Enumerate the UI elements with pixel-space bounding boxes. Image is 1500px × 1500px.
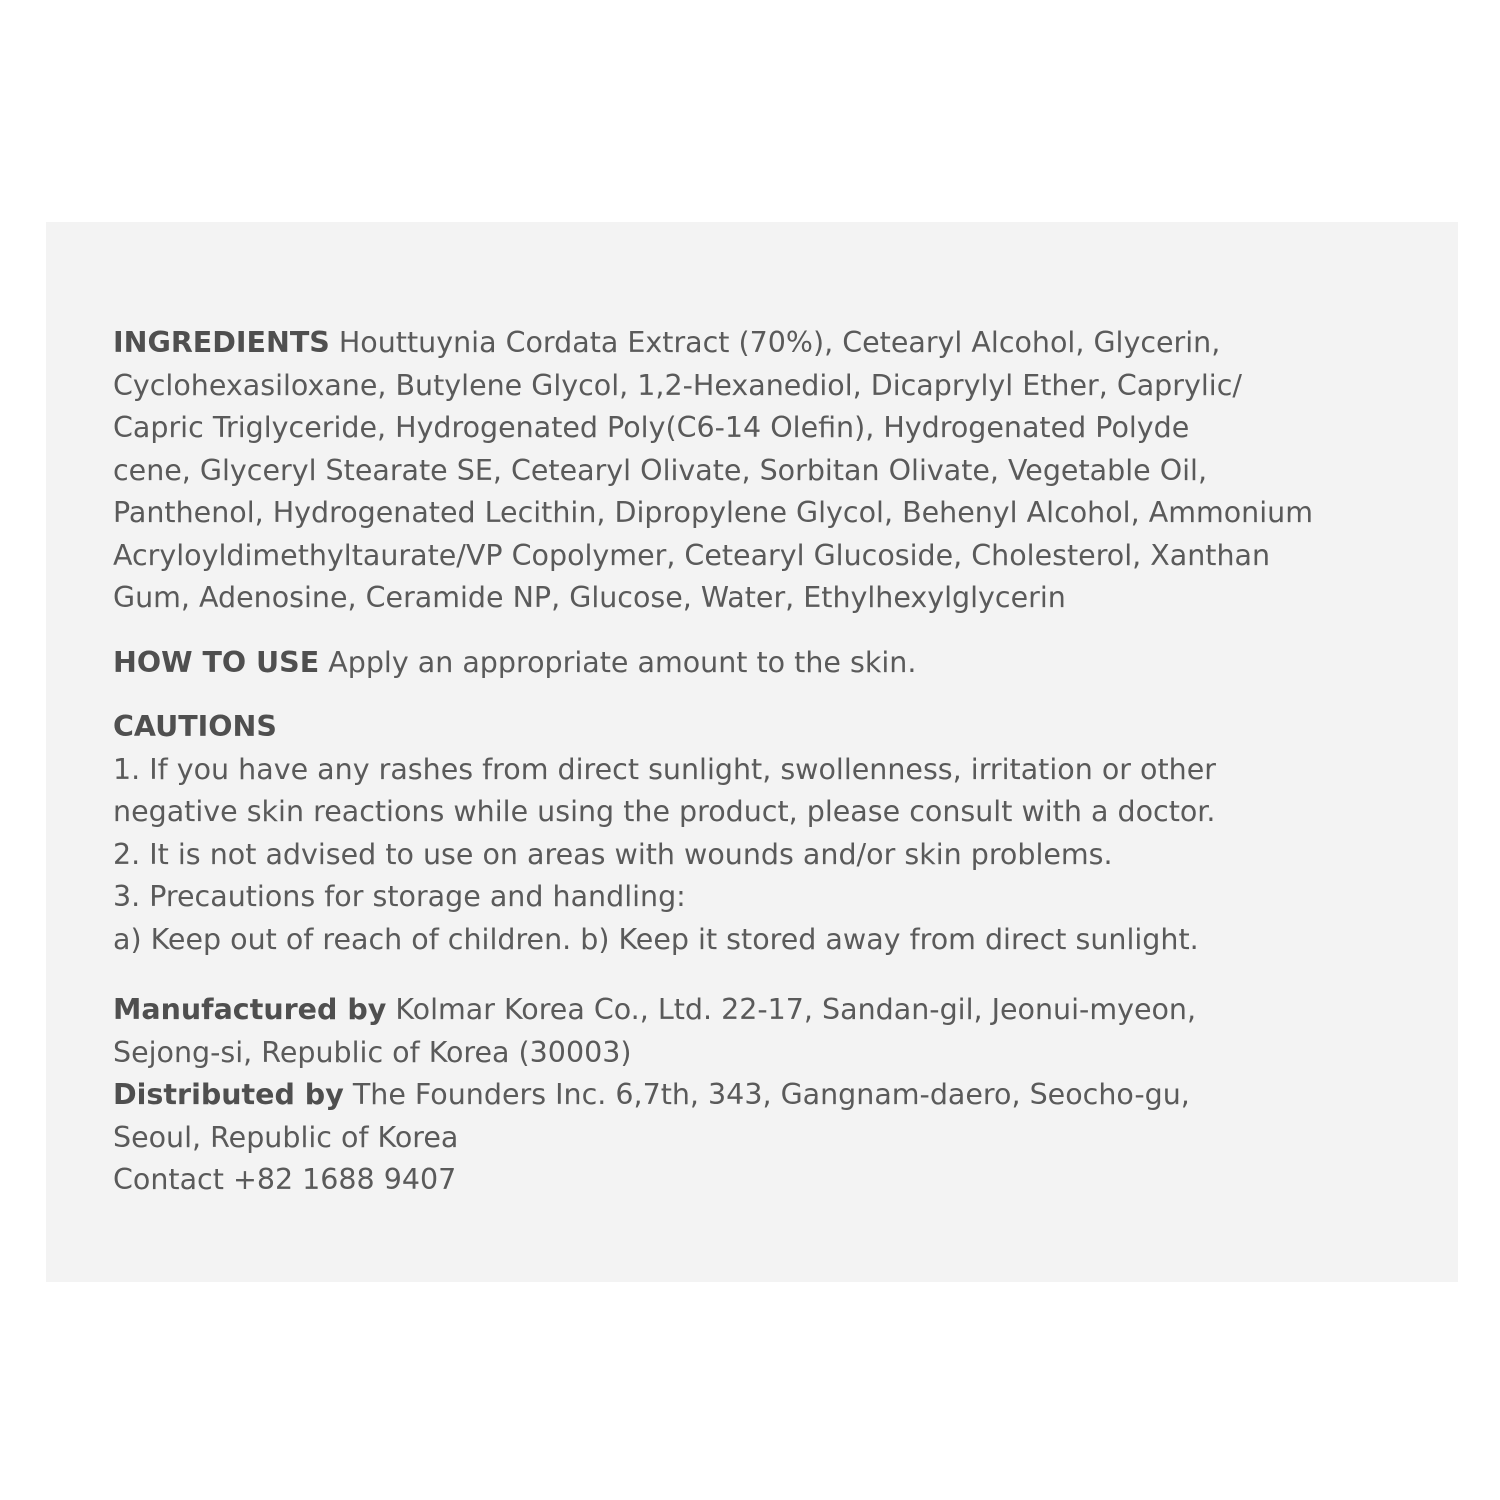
manufacturer-line-2: Sejong-si, Republic of Korea (30003) [113,1035,632,1069]
ingredients-label: INGREDIENTS [113,326,330,359]
how-to-use-label: HOW TO USE [113,645,320,679]
caution-line-5: a) Keep out of reach of children. b) Keep it stored away from direct sunlight. [113,922,1199,956]
ingredients-line-4: cene, Glyceryl Stearate SE, Cetearyl Olivate, Sorbitan Olivate, Vegetable Oil, [113,453,1208,487]
caution-line-3: 2. It is not advised to use on areas with wounds and/or skin problems. [113,837,1113,871]
ingredients-line-2: Cyclohexasiloxane, Butylene Glycol, 1,2-Hexanediol, Dicaprylyl Ether, Caprylic/ [113,368,1242,402]
ingredients-line-5: Panthenol, Hydrogenated Lecithin, Dipropylene Glycol, Behenyl Alcohol, Ammonium [113,496,1313,529]
distributor-line-2: Seoul, Republic of Korea [113,1120,459,1154]
caution-line-1: 1. If you have any rashes from direct sunlight, swollenness, irritation or other [113,752,1216,786]
manufacturer-text-1: Kolmar Korea Co., Ltd. 22-17, Sandan-gil, Jeonui-myeon, [395,993,1197,1026]
contact-line: Contact +82 1688 9407 [113,1163,457,1196]
how-to-use-section [113,642,1403,685]
manufacturer-line-1 [113,989,1403,1032]
distributor-text-1: The Founders Inc. 6,7th, 343, Gangnam-daero, Seocho-gu, [352,1078,1190,1111]
label-panel [46,222,1458,1282]
distributor-label: Distributed by [113,1078,344,1111]
caution-line-2: negative skin reactions while using the product, please consult with a doctor. [113,795,1216,828]
how-to-use-text: Apply an appropriate amount to the skin. [328,645,917,679]
company-section [113,989,1403,1202]
ingredients-line-1 [113,322,1403,365]
ingredients-text-1: Houttuynia Cordata Extract (70%), Cetearyl Alcohol, Glycerin, [338,326,1221,359]
ingredients-section [113,322,1403,620]
how-to-use-line [113,642,1403,685]
cautions-section [113,706,1403,961]
manufacturer-label: Manufactured by [113,993,387,1026]
distributor-line-1 [113,1074,1403,1117]
label-content [113,322,1403,1202]
ingredients-line-7: Gum, Adenosine, Ceramide NP, Glucose, Water, Ethylhexylglycerin [113,581,1066,614]
ingredients-line-6: Acryloyldimethyltaurate/VP Copolymer, Cetearyl Glucoside, Cholesterol, Xanthan [113,538,1271,572]
cautions-label: CAUTIONS [113,710,277,743]
caution-line-4: 3. Precautions for storage and handling: [113,880,686,913]
ingredients-line-3: Capric Triglyceride, Hydrogenated Poly(C6-14 Olefin), Hydrogenated Polyde [113,411,1190,444]
